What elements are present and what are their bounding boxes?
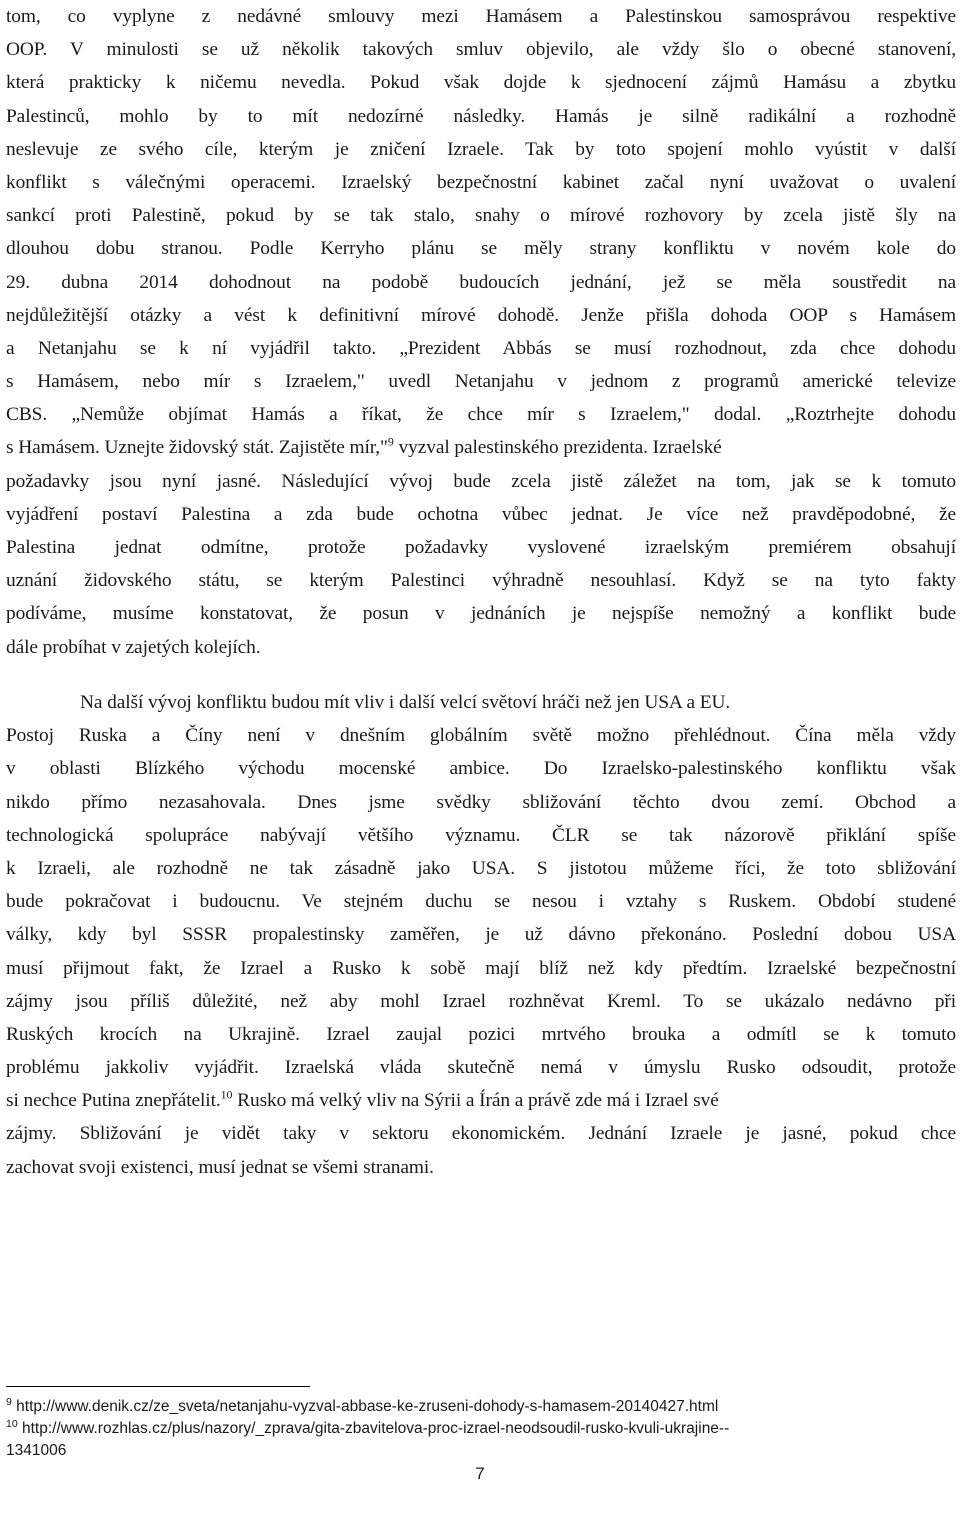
footnote-9 [6,1396,956,1418]
text-line: bude pokračovat i budoucnu. Ve stejném duchu se nesou i vztahy s Ruskem. Období studené [6,891,956,913]
text-line: neslevuje ze svého cíle, kterým je zničení Izraele. Tak by toto spojení mohlo vyústit v další [6,138,956,160]
text-line: v oblasti Blízkého východu mocenské ambice. Do Izraelsko-palestinského konfliktu však [6,758,956,780]
footnote-10-continuation[interactable]: 1341006 [6,1442,67,1459]
text-segment: vyzval palestinského prezidenta. Izraelské [393,437,722,459]
text-line: války, kdy byl SSSR propalestinsky zaměřen, je už dávno překonáno. Poslední dobou USA [6,924,956,946]
text-line: dlouhou dobu stranou. Podle Kerryho plánu se měly strany konfliktu v novém kole do [6,238,956,260]
paragraph-1 [6,0,956,664]
text-line: sankcí proti Palestině, pokud by se tak stalo, snahy o mírové rozhovory by zcela jistě šly na [6,205,956,227]
text-line-indented: Na další vývoj konfliktu budou mít vliv i další velcí světoví hráči než jen USA a EU. [80,692,731,713]
text-line: podíváme, musíme konstatovat, že posun v jednáních je nejspíše nemožný a konflikt bude [6,603,956,625]
footnote-ref-10[interactable]: 10 [220,1087,233,1102]
text-segment: Rusko má velký vliv na Sýrii a Írán a právě zde má i Izrael své [232,1090,719,1112]
text-line-with-footnote [6,1084,956,1117]
footnotes [6,1396,956,1462]
text-line: problému jakkoliv vyjádřit. Izraelská vláda skutečně nemá v úmyslu Rusko odsoudit, protože [6,1057,956,1079]
text-line: nikdo přímo nezasahovala. Dnes jsme svědky sbližování těchto dvou zemí. Obchod a [6,791,956,813]
page-number: 7 [475,1464,485,1483]
text-line: zájmy jsou příliš důležité, než aby mohl Izrael rozhněvat Kreml. To se ukázalo nedávno při [6,990,956,1012]
text-line: OOP. V minulosti se už několik takových smluv objevilo, ale vždy šlo o obecné stanovení, [6,39,956,61]
text-line: vyjádření postaví Palestina a zda bude ochotna vůbec jednat. Je více než pravděpodobné, že [6,503,956,525]
text-line: zachovat svoji existenci, musí jednat se všemi stranami. [6,1156,434,1178]
text-line: Palestinců, mohlo by to mít nedozírné následky. Hamás je silně radikální a rozhodně [6,105,956,127]
text-line: k Izraeli, ale rozhodně ne tak zásadně jako USA. S jistotou můžeme říci, že toto sbližování [6,857,956,879]
text-line: s Hamásem, nebo mír s Izraelem," uvedl Netanjahu v jednom z programů americké televize [6,371,956,393]
text-segment: s Hamásem. Uznejte židovský stát. Zajistěte mír," [6,437,388,459]
text-line: Palestina jednat odmítne, protože požadavky vyslovené izraelským premiérem obsahují [6,537,956,558]
text-line: a Netanjahu se k ní vyjádřil takto. „Prezident Abbás se musí rozhodnout, zda chce dohodu [6,337,956,359]
text-line: Postoj Ruska a Číny není v dnešním globálním světě možno přehlédnout. Čína měla vždy [6,725,956,747]
footnote-link[interactable]: http://www.rozhlas.cz/plus/nazory/_zprava/gita-zbavitelova-proc-izrael-neodsoudil-rusko-kvuli-ukrajine-- [22,1420,730,1437]
footnote-number: 9 [6,1395,12,1408]
text-line: zájmy. Sbližování je vidět taky v sektoru ekonomickém. Jednání Izraele je jasné, pokud chce [6,1123,956,1145]
footnote-divider [6,1386,310,1387]
text-line: uznání židovského státu, se kterým Palestinci výhradně nesouhlasí. Když se na tyto fakty [6,570,956,592]
text-segment: si nechce Putina znepřátelit. [6,1090,221,1112]
text-line: dále probíhat v zajetých kolejích. [6,636,261,658]
footnote-10 [6,1418,956,1440]
text-line: CBS. „Nemůže objímat Hamás a říkat, že chce mír s Izraelem," dodal. „Roztrhejte dohodu [6,404,956,426]
footnote-link[interactable]: http://www.denik.cz/ze_sveta/netanjahu-vyzval-abbase-ke-zruseni-dohody-s-hamasem-20140427.html [16,1398,719,1415]
text-line: Ruských krocích na Ukrajině. Izrael zaujal pozici mrtvého brouka a odmítl se k tomuto [6,1023,956,1045]
text-line: požadavky jsou nyní jasné. Následující vývoj bude zcela jistě záležet na tom, jak se k tomuto [6,470,956,492]
text-line: která prakticky k ničemu nevedla. Pokud však dojde k sjednocení zájmů Hamásu a zbytku [6,72,956,94]
text-line-with-footnote [6,431,956,464]
text-line: konflikt s válečnými operacemi. Izraelský bezpečnostní kabinet začal nyní uvažovat o uvalení [6,171,956,193]
text-line: tom, co vyplyne z nedávné smlouvy mezi Hamásem a Palestinskou samosprávou respektive [6,6,956,27]
text-line: musí přijmout fakt, že Izrael a Rusko k sobě mají blíž než kdy předtím. Izraelské bezpečnostní [6,957,956,979]
footnote-number: 10 [6,1417,18,1430]
text-line: nejdůležitější otázky a vést k definitivní mírové dohodě. Jenže přišla dohoda OOP s Hamásem [6,304,956,326]
text-line: 29. dubna 2014 dohodnout na podobě budoucích jednání, jež se měla soustředit na [6,271,956,293]
text-line: technologická spolupráce nabývají většího významu. ČLR se tak názorově přiklání spíše [6,824,956,846]
footnote-ref-9[interactable]: 9 [387,434,394,449]
paragraph-2 [6,686,956,1184]
